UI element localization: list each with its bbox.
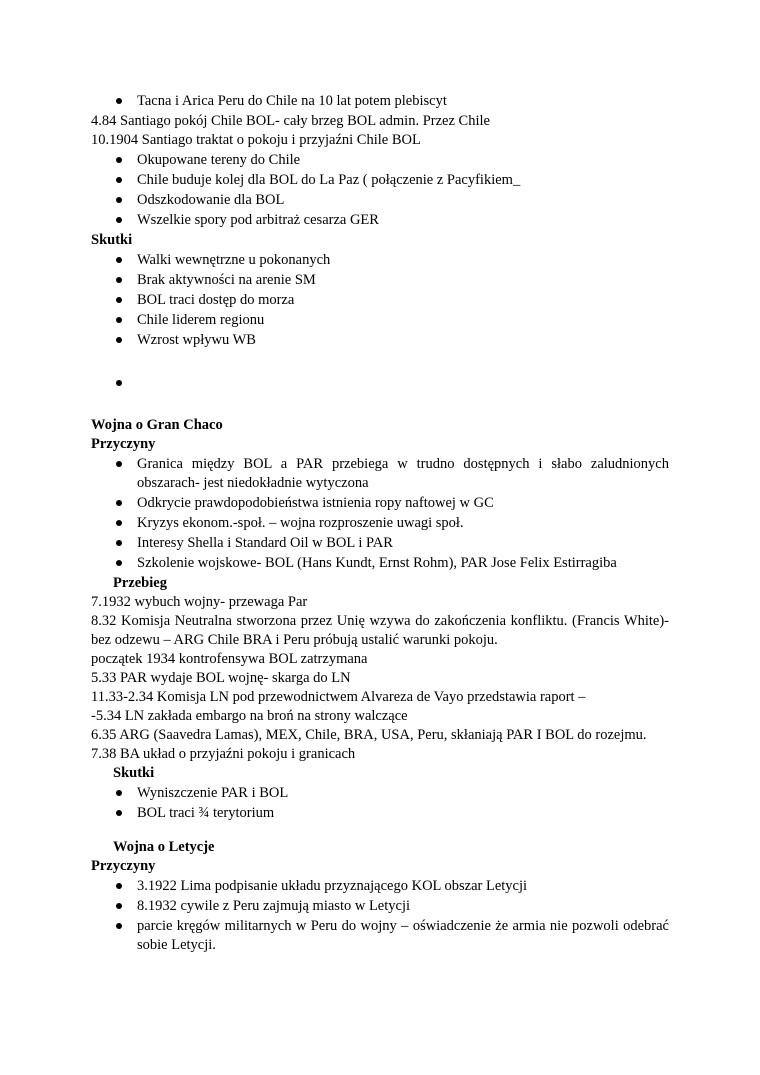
list-item: Wszelkie spory pod arbitraż cesarza GER [91, 211, 669, 230]
list-item: Kryzys ekonom.-społ. – wojna rozproszenie uwagi społ. [91, 514, 669, 533]
text-line: 4.84 Santiago pokój Chile BOL- cały brzeg BOL admin. Przez Chile [91, 113, 490, 129]
text-paragraph: 7.38 BA układ o przyjaźni pokoju i granicach [91, 746, 356, 762]
list-item: Odszkodowanie dla BOL [91, 191, 669, 210]
list-item: parcie kręgów militarnych w Peru do wojny – oświadczenie że armia nie pozwoli odebrać sobie Letycji. [91, 917, 669, 955]
text-paragraph: 6.35 ARG (Saavedra Lamas), MEX, Chile, BRA, USA, Peru, skłaniają PAR I BOL do rozejmu. [91, 727, 647, 743]
list-item: 8.1932 cywile z Peru zajmują miasto w Letycji [91, 897, 669, 916]
empty-list-item [91, 374, 669, 393]
list-item: Wzrost wpływu WB [91, 331, 669, 350]
section-heading: Skutki [113, 765, 155, 781]
section-title: Wojna o Gran Chaco [91, 417, 223, 433]
text-paragraph: -5.34 LN zakłada embargo na broń na strony walczące [91, 708, 408, 724]
list-item: Odkrycie prawdopodobieństwa istnienia ropy naftowej w GC [91, 494, 669, 513]
list-item: Okupowane tereny do Chile [91, 151, 669, 170]
list-item: Wyniszczenie PAR i BOL [91, 784, 669, 803]
section-title: Wojna o Letycje [113, 839, 215, 855]
list-item: Tacna i Arica Peru do Chile na 10 lat potem plebiscyt [91, 92, 669, 111]
text-paragraph: 11.33-2.34 Komisja LN pod przewodnictwem Alvareza de Vayo przedstawia raport – [91, 689, 586, 705]
section-heading: Przebieg [113, 575, 167, 591]
list-item: 3.1922 Lima podpisanie układu przyznającego KOL obszar Letycji [91, 877, 669, 896]
list-item: Szkolenie wojskowe- BOL (Hans Kundt, Ernst Rohm), PAR Jose Felix Estirragiba [91, 554, 669, 573]
list-item: Brak aktywności na arenie SM [91, 271, 669, 290]
list-item: BOL traci ¾ terytorium [91, 804, 669, 823]
text-paragraph: 8.32 Komisja Neutralna stworzona przez Unię wzywa do zakończenia konfliktu. (Francis White)- bez odzewu – ARG Chile BRA i Peru próbują ustalić warunki pokoju. [91, 613, 669, 648]
text-paragraph: początek 1934 kontrofensywa BOL zatrzymana [91, 651, 368, 667]
section-heading: Przyczyny [91, 858, 156, 874]
section-heading: Skutki [91, 232, 133, 248]
list-item: Interesy Shella i Standard Oil w BOL i PAR [91, 534, 669, 553]
list-item: Walki wewnętrzne u pokonanych [91, 251, 669, 270]
list-item: Chile liderem regionu [91, 311, 669, 330]
list-item: BOL traci dostęp do morza [91, 291, 669, 310]
document-page [91, 91, 669, 956]
text-paragraph: 5.33 PAR wydaje BOL wojnę- skarga do LN [91, 670, 351, 686]
list-item: Granica między BOL a PAR przebiega w trudno dostępnych i słabo zaludnionych obszarach- jest niedokładnie wytyczona [91, 455, 669, 493]
text-paragraph: 7.1932 wybuch wojny- przewaga Par [91, 594, 308, 610]
text-line: 10.1904 Santiago traktat o pokoju i przyjaźni Chile BOL [91, 132, 421, 148]
list-item: Chile buduje kolej dla BOL do La Paz ( połączenie z Pacyfikiem_ [91, 171, 669, 190]
section-heading: Przyczyny [91, 436, 156, 452]
